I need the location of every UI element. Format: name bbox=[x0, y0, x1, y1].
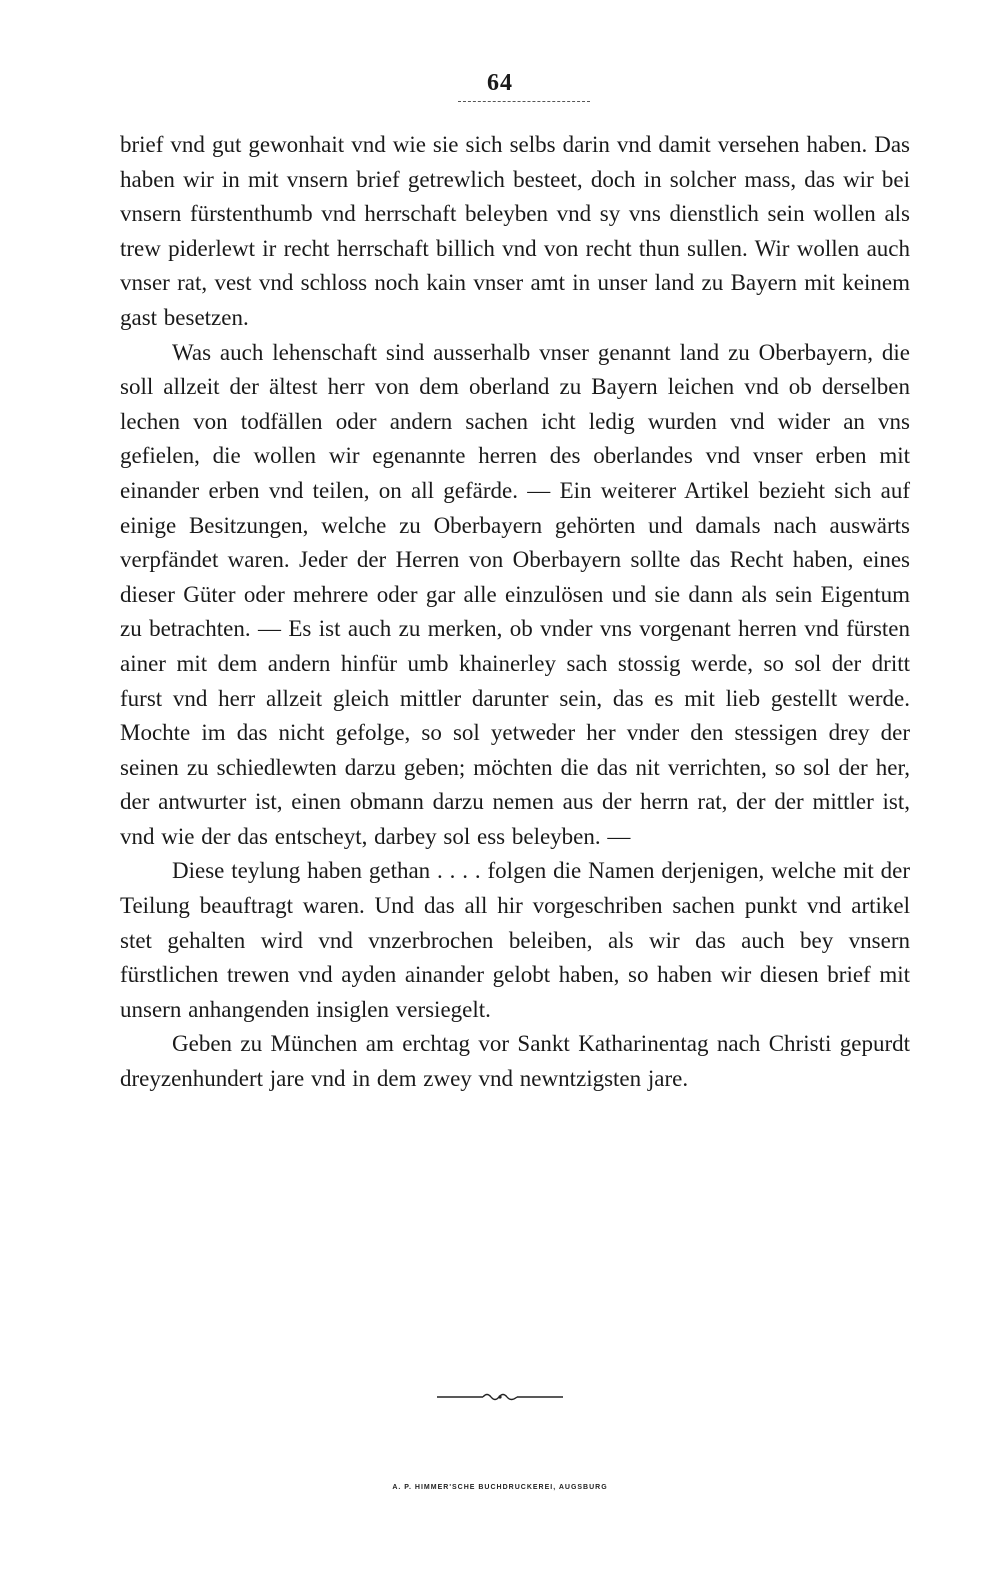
printer-colophon: A. P. HIMMER'SCHE BUCHDRUCKEREI, AUGSBURG bbox=[392, 1484, 608, 1491]
paragraph-3: Diese teylung haben gethan . . . . folgen die Namen derjenigen, welche mit der Teilung beauftragt waren. Und das all hir vorgeschriben sachen punkt vnd artikel stet gehalten wird vnd vnzerbrochen beleiben, als wir das auch bey vnsern fürstlichen trewen vnd ayden ainander gelobt haben, so haben wir diesen brief mit unsern anhangenden insiglen versiegelt. bbox=[120, 858, 910, 1022]
page-number: 64 bbox=[487, 70, 513, 96]
paragraph-1: brief vnd gut gewonhait vnd wie sie sich selbs darin vnd damit versehen haben. Das haben wir in mit vnsern brief getrewlich besteet, doch in solcher mass, das wir bei vnsern fürstenthumb vnd herrschaft beleyben vnd sy vns dienstlich sein wollen als trew piderlewt ir recht herrschaft billich vnd von recht thun sullen. Wir wollen auch vnser rat, vest vnd schloss noch kain vnser amt in unser land zu Bayern mit keinem gast besetzen. bbox=[120, 132, 910, 330]
body-text bbox=[120, 128, 910, 1097]
paragraph-2: Was auch lehenschaft sind ausserhalb vnser genannt land zu Oberbayern, die soll allzeit der ältest herr von dem oberland zu Bayern leichen vnd ob derselben lechen von todfällen oder andern sachen icht ledig wurden vnd wider an vns gefielen, die wollen wir egenannte herren des oberlandes vnd vnser erben mit einander erben vnd teilen, on all gefärde. — Ein weiterer Artikel bezieht sich auf einige Besitzungen, welche zu Oberbayern gehörten und damals nach auswärts verpfändet waren. Jeder der Herren von Oberbayern sollte das Recht haben, eines dieser Güter oder mehrere oder gar alle einzulösen und sie dann als sein Eigentum zu betrachten. — Es ist auch zu merken, ob vnder vns vorgenant herren vnd fürsten ainer mit dem andern hinfür umb khainerley sach stossig werde, so sol der dritt furst vnd herr allzeit gleich mittler darunter sein, das es mit lieb gestellt werde. Mochte im das nicht gefolge, so sol yetweder her vnder den stessigen drey der seinen zu schiedlewten darzu geben; möchten die das nit verrichten, so sol der her, der antwurter ist, einen obmann darzu nemen aus der herrn rat, der der mittler ist, vnd wie der das entscheyt, darbey sol ess beleyben. — bbox=[120, 339, 910, 849]
ornament-rule-icon bbox=[435, 1390, 565, 1404]
end-ornament bbox=[0, 1390, 1000, 1404]
paragraph-4: Geben zu München am erchtag vor Sankt Katharinentag nach Christi gepurdt dreyzenhundert jare vnd in dem zwey vnd newntzigsten jare. bbox=[120, 1031, 910, 1092]
page-number-rule bbox=[458, 101, 590, 102]
